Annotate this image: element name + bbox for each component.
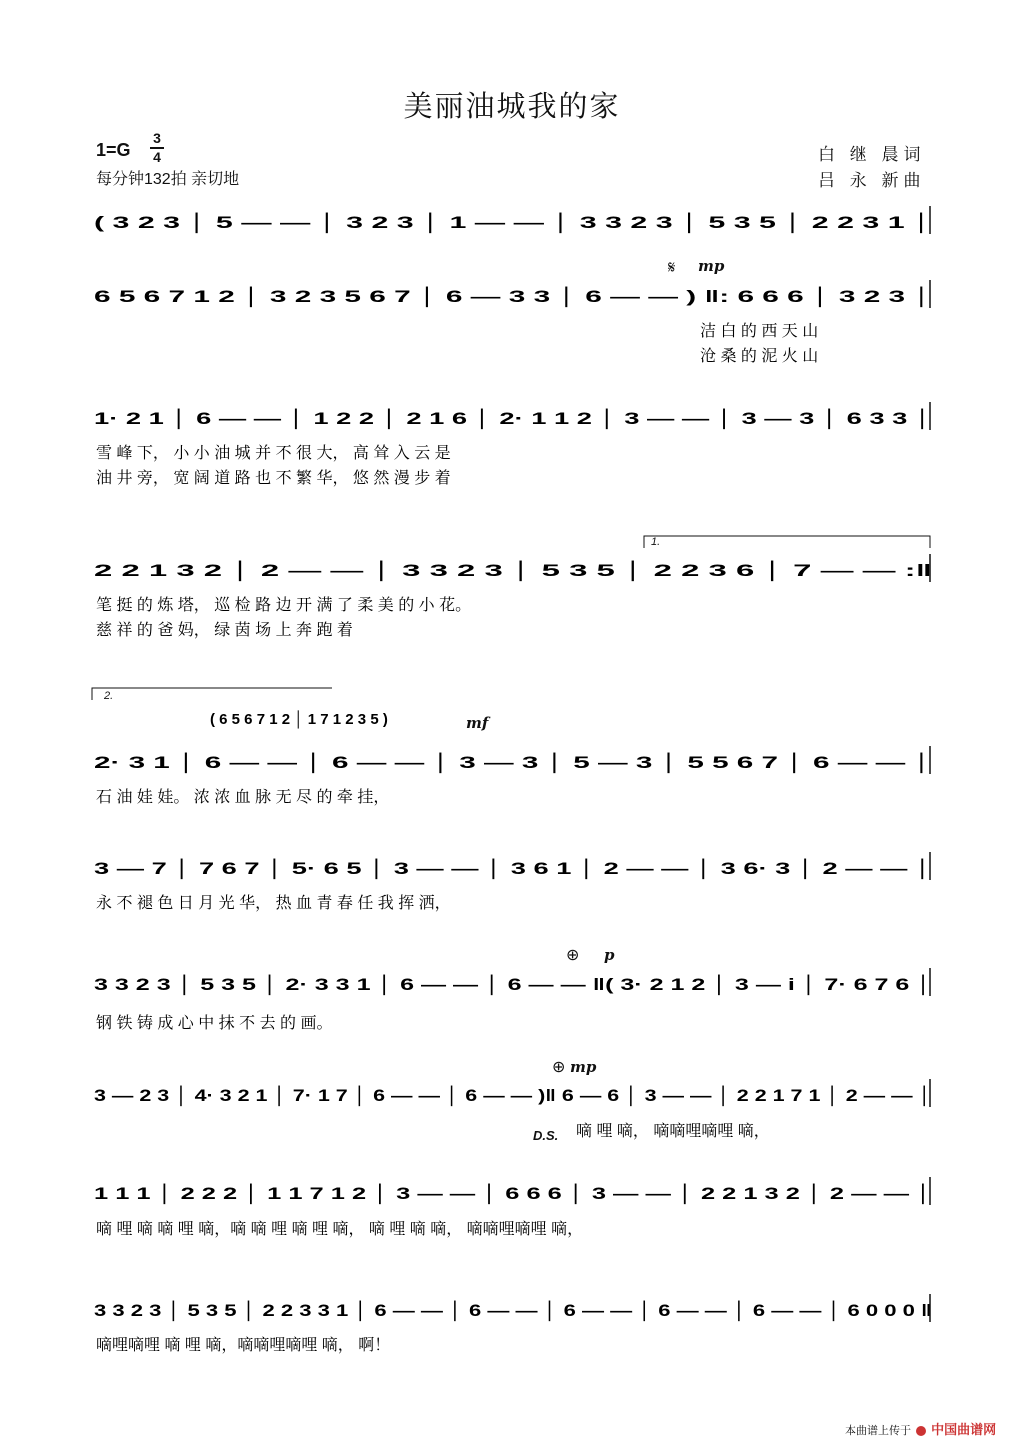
lyrics-line-5-verse-1: 石 油 娃 娃。 浓 浓 血 脉 无 尽 的 牵 挂， — [96, 789, 390, 806]
volta-1-label: 1. — [651, 536, 661, 548]
lyrics-line-3-verse-1: 雪 峰 下， 小 小 油 城 并 不 很 大， 高 耸 入 云 是 — [96, 445, 451, 462]
intro-notes-above: ( 6 5 6 7 1 2 │ 1 7 1 2 3 5 ) — [210, 711, 388, 728]
lyrics-line-4-verse-1: 笔 挺 的 炼 塔， 巡 检 路 边 开 满 了 柔 美 的 小 花。 — [96, 597, 472, 614]
upload-text: 本曲谱上传于 — [845, 1425, 911, 1437]
lyrics-line-2-verse-2: 沧 桑 的 泥 火 山 — [700, 348, 819, 365]
lyrics-line-3-verse-2: 油 井 旁， 宽 阔 道 路 也 不 繁 华， 悠 然 漫 步 着 — [96, 470, 451, 487]
notes-line-8: 3 — 2 3 │ 4· 3 2 1 │ 7· 1 7 │ 6 — — │ 6 — — )‖ 6 — 6 │ 3 — — │ 2 2 1 7 1 │ 2 — — │ — [94, 1086, 758, 1105]
key-signature: 1=G — [96, 140, 131, 160]
segno-sign: 𝄋 — [668, 258, 676, 277]
site-logo-icon — [916, 1426, 926, 1436]
coda-sign-1: ⊕ — [566, 947, 580, 964]
notes-line-1: ( 3 2 3 │ 5 — — │ 3 2 3 │ 1 — — │ 3 3 2 3 │ 5 3 5 │ 2 2 3 1 │ — [94, 213, 564, 232]
lyrics-line-10-verse-1: 嘀哩嘀哩 嘀 哩 嘀，嘀嘀哩嘀哩 嘀， 啊！ — [96, 1337, 391, 1354]
lyrics-line-9-verse-1: 嘀 哩 嘀 嘀 哩 嘀，嘀 嘀 哩 嘀 哩 嘀， 嘀 哩 嘀 嘀， 嘀嘀哩嘀哩 嘀， — [96, 1221, 584, 1238]
volta-2-bracket — [92, 688, 332, 700]
song-title: 美丽油城我的家 — [403, 89, 621, 123]
notes-line-7: 3 3 2 3 │ 5 3 5 │ 2· 3 3 1 │ 6 — — │ 6 — — ‖( 3· 2 1 2 │ 3 — i │ 7· 6 7 6 │ — [94, 975, 663, 994]
time-bottom: 4 — [153, 149, 161, 165]
volta-1-bracket — [644, 536, 930, 548]
dynamic-p: p — [604, 946, 615, 964]
notes-line-5: 2· 3 1 │ 6 — — │ 6 — — │ 3 — 3 │ 5 — 3 │ 5 5 6 7 │ 6 — — │ — [94, 753, 575, 772]
time-top: 3 — [153, 130, 161, 146]
composer: 吕 永 新曲 — [818, 171, 926, 190]
dynamic-mf: mf — [466, 714, 489, 732]
lyrics-line-7-verse-1: 钢 铁 铸 成 心 中 抹 不 去 的 画。 — [96, 1015, 333, 1032]
notes-line-10: 3 3 2 3 │ 5 3 5 │ 2 2 3 3 1 │ 6 — — │ 6 — — │ 6 — — │ 6 — — │ 6 — — │ 6 0 0 0 ‖ — [94, 1301, 741, 1320]
volta-2-label: 2. — [104, 690, 114, 702]
notes-line-3: 1· 2 1 │ 6 — — │ 1 2 2 │ 2 1 6 │ 2· 1 1 2 │ 3 — — │ 3 — 3 │ 6 3 3 │ — [94, 409, 616, 428]
footer-upload — [845, 1419, 996, 1438]
dynamic-mp-1: mp — [698, 257, 725, 275]
lyrics-line-6-verse-1: 永 不 褪 色 日 月 光 华， 热 血 青 春 任 我 挥 洒， — [96, 895, 451, 912]
notes-line-4: 2 2 1 3 2 │ 2 — — │ 3 3 2 3 │ 5 3 5 │ 2 2 3 6 │ 7 — — :‖ — [94, 561, 527, 580]
dynamic-mp-2: mp — [570, 1058, 597, 1076]
notes-line-2: 6 5 6 7 1 2 │ 3 2 3 5 6 7 │ 6 — 3 3 │ 6 — — ) ‖: 6 6 6 │ 3 2 3 │ — [94, 287, 573, 306]
notes-line-9: 1 1 1 │ 2 2 2 │ 1 1 7 1 2 │ 3 — — │ 6 6 6 │ 3 — — │ 2 2 1 3 2 │ 2 — — │ — [94, 1184, 655, 1203]
notes-line-6: 3 — 7 │ 7 6 7 │ 5· 6 5 │ 3 — — │ 3 6 1 │ 2 — — │ 3 6· 3 │ 2 — — │ — [94, 859, 617, 878]
coda-sign-2: ⊕ — [552, 1059, 566, 1076]
lyrics-line-8-verse-1: 嘀 哩 嘀， 嘀嘀哩嘀哩 嘀， — [576, 1123, 770, 1140]
lyrics-line-4-verse-2: 慈 祥 的 爸 妈， 绿 茵 场 上 奔 跑 着 — [96, 622, 353, 639]
ds-marking: D.S. — [533, 1128, 559, 1143]
tempo-marking: 每分钟132拍 亲切地 — [96, 171, 240, 188]
lyrics-line-2-verse-1: 洁 白 的 西 天 山 — [700, 323, 819, 340]
lyricist: 白 继 晨词 — [818, 145, 926, 164]
site-name: 中国曲谱网 — [931, 1422, 997, 1437]
